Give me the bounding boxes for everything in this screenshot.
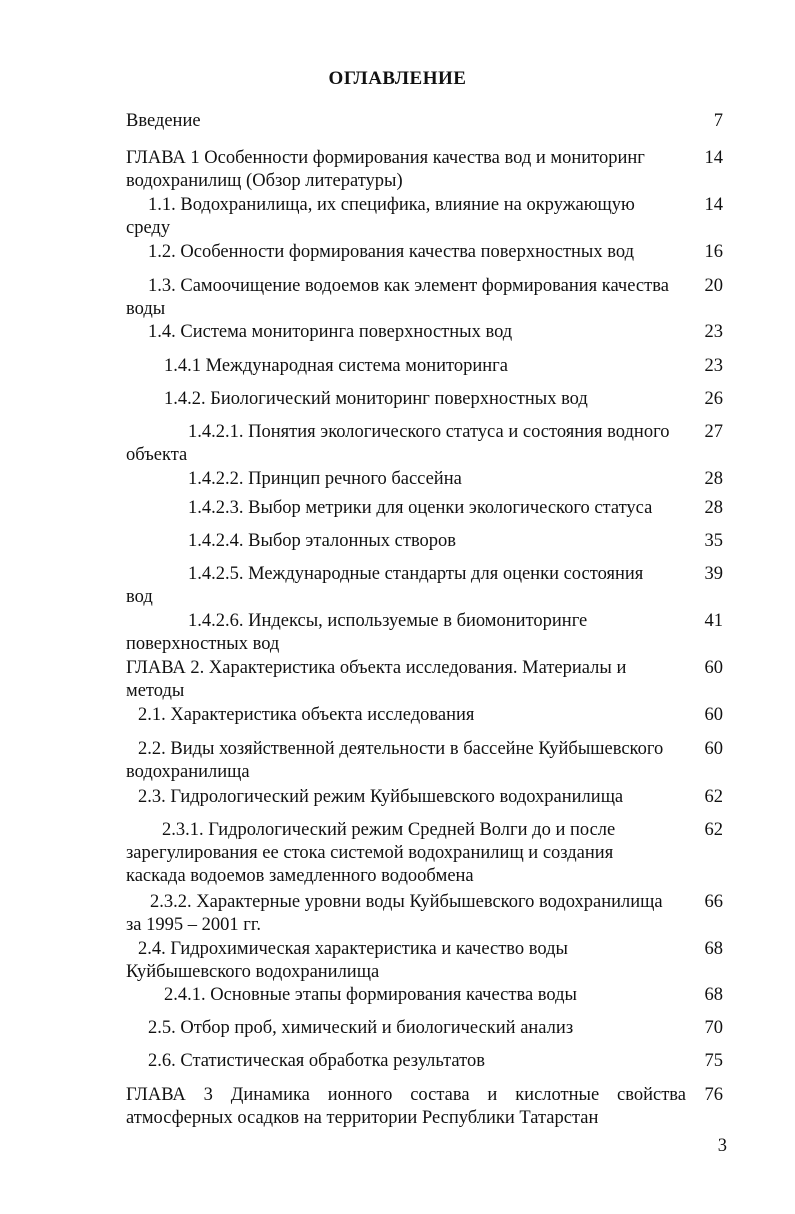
toc-entry-text: 1.4.1 Международная система мониторинга xyxy=(164,356,508,376)
toc-entry xyxy=(126,1017,725,1040)
toc-entry xyxy=(126,738,725,784)
toc-entry-page: 7 xyxy=(713,111,723,131)
toc-entry-page: 60 xyxy=(704,705,723,725)
toc-entry xyxy=(126,241,725,264)
toc-entry-page: 60 xyxy=(704,658,723,678)
toc-entry-text: 1.4.2.5. Международные стандарты для оценки состояния вод xyxy=(126,564,644,607)
toc-entry xyxy=(126,704,725,727)
toc-entry-text: 1.1. Водохранилища, их специфика, влияние на окружающую среду xyxy=(126,195,635,238)
toc-entry xyxy=(126,497,725,520)
toc-entry-page: 75 xyxy=(704,1051,723,1071)
toc-entry-page: 39 xyxy=(704,564,723,584)
toc-entry xyxy=(126,421,725,467)
toc-entry-page: 76 xyxy=(704,1085,723,1105)
toc-entry xyxy=(126,110,725,133)
toc-entry-page: 27 xyxy=(704,422,723,442)
toc-entry-page: 16 xyxy=(704,242,723,262)
toc-entry-text: 1.4.2.1. Понятия экологического статуса и состояния водного объекта xyxy=(126,422,670,465)
toc-entry-text: ГЛАВА 3 Динамика ионного состава и кислотные свойства атмосферных осадков на территории Республики Татарстан xyxy=(126,1085,686,1128)
toc-entry-text: 2.3.2. Характерные уровни воды Куйбышевского водохранилища за 1995 – 2001 гг. xyxy=(126,892,663,935)
toc-entry-text: 1.4. Система мониторинга поверхностных вод xyxy=(148,322,513,342)
toc-entry-text: ГЛАВА 1 Особенности формирования качества вод и мониторинг водохранилищ (Обзор литературы) xyxy=(126,148,645,191)
toc-entry xyxy=(126,610,725,656)
toc-entry-text: 1.4.2.6. Индексы, используемые в биомониторинге поверхностных вод xyxy=(126,611,588,654)
page-title: ОГЛАВЛЕНИЕ xyxy=(328,68,467,89)
toc-entry xyxy=(126,891,725,937)
toc-entry-page: 35 xyxy=(704,531,723,551)
toc-entry-text: 2.4. Гидрохимическая характеристика и качество воды Куйбышевского водохранилища xyxy=(126,939,568,982)
toc-entry-page: 60 xyxy=(704,739,723,759)
toc-entry-page: 23 xyxy=(704,356,723,376)
toc-entry-page: 28 xyxy=(704,498,723,518)
toc-entry xyxy=(126,984,725,1007)
toc-entry-page: 62 xyxy=(704,787,723,807)
toc-entry xyxy=(126,388,725,411)
toc-entry-text: 1.4.2.4. Выбор эталонных створов xyxy=(188,531,457,551)
toc-entry-text: 1.4.2. Биологический мониторинг поверхностных вод xyxy=(164,389,588,409)
toc-entry-page: 28 xyxy=(704,469,723,489)
toc-entry xyxy=(126,468,725,491)
toc-entry xyxy=(126,355,725,378)
toc-entry-page: 66 xyxy=(704,892,723,912)
toc-entry xyxy=(126,563,725,609)
toc-entry-page: 68 xyxy=(704,985,723,1005)
toc-entry xyxy=(126,194,725,240)
toc-entry-page: 26 xyxy=(704,389,723,409)
toc-entry xyxy=(126,1084,725,1130)
toc-entry-text: 1.4.2.2. Принцип речного бассейна xyxy=(188,469,462,489)
toc-entry-page: 62 xyxy=(704,820,723,840)
toc-entry xyxy=(126,938,725,984)
toc-entry-text: ГЛАВА 2. Характеристика объекта исследования. Материалы и методы xyxy=(126,658,627,701)
toc-entry xyxy=(126,530,725,553)
toc-entry-page: 68 xyxy=(704,939,723,959)
toc-entry-text: 2.2. Виды хозяйственной деятельности в бассейне Куйбышевского водохранилища xyxy=(126,739,664,782)
toc-entry xyxy=(126,819,725,888)
toc-entry-text: 1.2. Особенности формирования качества поверхностных вод xyxy=(148,242,634,262)
toc-entry-page: 70 xyxy=(704,1018,723,1038)
toc-entry xyxy=(126,275,725,321)
toc-entry-text: 2.6. Статистическая обработка результатов xyxy=(148,1051,485,1071)
toc-entry-text: 1.4.2.3. Выбор метрики для оценки экологического статуса xyxy=(188,498,653,518)
toc-entry xyxy=(126,786,725,809)
toc-entry-text: 2.1. Характеристика объекта исследования xyxy=(138,705,475,725)
toc-entry-text: 2.4.1. Основные этапы формирования качества воды xyxy=(164,985,577,1005)
toc-entry-text: Введение xyxy=(126,111,201,131)
toc-entry xyxy=(126,321,725,344)
toc-entry xyxy=(126,1050,725,1073)
toc-entry xyxy=(126,147,725,193)
toc-entry-page: 14 xyxy=(704,195,723,215)
page-number: 3 xyxy=(717,1136,727,1156)
toc-entry-text: 2.5. Отбор проб, химический и биологический анализ xyxy=(148,1018,574,1038)
toc-entry-page: 41 xyxy=(704,611,723,631)
toc-entry-page: 20 xyxy=(704,276,723,296)
toc-entry-text: 2.3. Гидрологический режим Куйбышевского водохранилища xyxy=(138,787,624,807)
toc-entry-text: 1.3. Самоочищение водоемов как элемент формирования качества воды xyxy=(126,276,669,319)
toc-entry-text: 2.3.1. Гидрологический режим Средней Волги до и после зарегулирования ее стока системой водохранилищ и создания каскада водоемов замедленного водообмена xyxy=(126,820,616,886)
toc-entry-page: 23 xyxy=(704,322,723,342)
toc-entry xyxy=(126,657,725,703)
toc-entry-page: 14 xyxy=(704,148,723,168)
